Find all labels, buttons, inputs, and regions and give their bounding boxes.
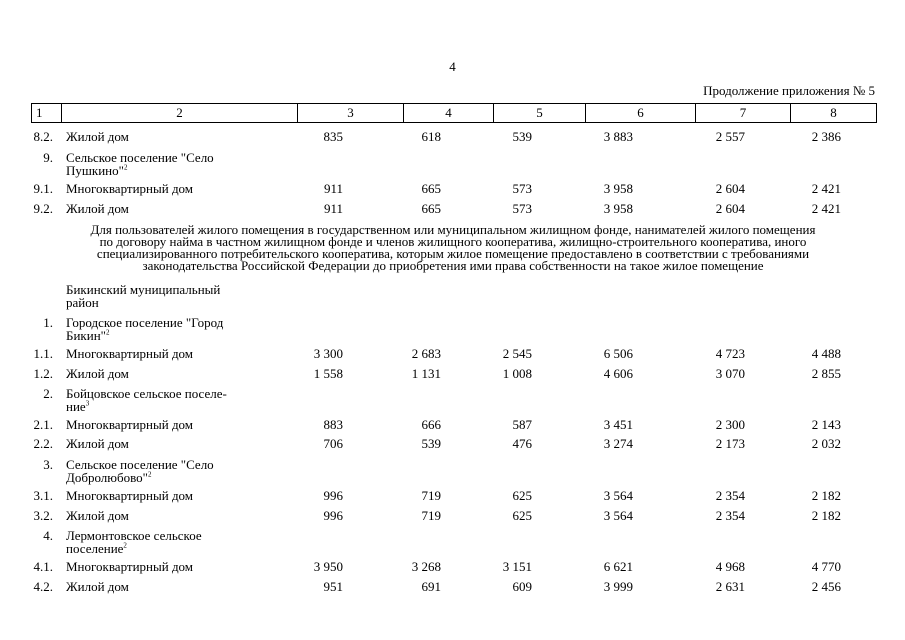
row-value: 2 386 <box>811 129 841 144</box>
footnote-mark: 2 <box>123 163 128 172</box>
row-value: 539 <box>512 129 532 144</box>
row-value: 2 557 <box>715 129 745 144</box>
header-col-1: 1 <box>32 104 62 123</box>
row-label-text: ние <box>66 399 86 414</box>
row-value: 4 770 <box>811 559 841 574</box>
row-value: 2 354 <box>715 508 745 523</box>
row-value: 2 604 <box>715 201 745 216</box>
row-label-line: район <box>66 295 99 310</box>
row-value: 2 182 <box>811 508 841 523</box>
page-number: 4 <box>449 59 456 74</box>
header-row <box>32 104 877 123</box>
row-value: 3 151 <box>502 559 532 574</box>
row-value: 706 <box>323 436 343 451</box>
row-label <box>66 458 214 484</box>
row-value: 719 <box>421 508 441 523</box>
row-value: 3 958 <box>603 201 633 216</box>
row-value: 3 999 <box>603 579 633 594</box>
footnote-mark: 3 <box>85 399 90 408</box>
row-value: 691 <box>421 579 441 594</box>
header-col-4: 4 <box>404 104 494 123</box>
row-value: 2 173 <box>715 436 745 451</box>
row-value: 476 <box>512 436 532 451</box>
row-value: 2 631 <box>715 579 745 594</box>
row-value: 2 354 <box>715 488 745 503</box>
row-label: Многоквартирный дом <box>66 346 194 361</box>
row-label: Жилой дом <box>66 579 129 594</box>
row-code: 2. <box>43 386 53 401</box>
row-code: 3. <box>43 457 53 472</box>
paragraph-line: по договору найма в частном жилищном фонде и членов жилищного кооператива, жилищно-строительного кооператива, иного <box>99 234 807 249</box>
row-label <box>66 387 227 413</box>
row-code: 3.1. <box>33 488 53 503</box>
row-value: 835 <box>323 129 343 144</box>
row-label-line: Сельское поселение "Село <box>66 457 214 472</box>
row-value: 1 558 <box>313 366 343 381</box>
row-code: 1. <box>43 315 53 330</box>
row-value: 665 <box>421 181 441 196</box>
row-code: 9.2. <box>33 201 53 216</box>
row-label-text: Бикин" <box>66 328 106 343</box>
paragraph-line: специализированного потребительского кооператива, которым жилое помещение предоставлено в соответствии с требованиями <box>96 246 810 261</box>
row-label-line: Бикинский муниципальный <box>66 282 221 297</box>
row-value: 3 958 <box>603 181 633 196</box>
row-value: 3 950 <box>313 559 343 574</box>
row-label: Жилой дом <box>66 129 129 144</box>
row-value: 2 421 <box>811 181 841 196</box>
row-label: Жилой дом <box>66 366 129 381</box>
row-value: 2 683 <box>411 346 441 361</box>
row-value: 2 032 <box>811 436 841 451</box>
row-label: Многоквартирный дом <box>66 488 194 503</box>
row-code: 4.1. <box>33 559 53 574</box>
row-label-line: Городское поселение "Город <box>66 315 224 330</box>
header-col-3: 3 <box>298 104 404 123</box>
row-label <box>66 316 223 342</box>
row-value: 2 545 <box>502 346 532 361</box>
row-value: 666 <box>421 417 441 432</box>
row-value: 3 300 <box>313 346 343 361</box>
row-value: 996 <box>323 508 343 523</box>
row-value: 911 <box>323 201 343 216</box>
row-value: 4 723 <box>715 346 745 361</box>
row-label-line <box>66 471 214 484</box>
row-value: 4 606 <box>603 366 633 381</box>
row-value: 4 488 <box>811 346 841 361</box>
row-label <box>66 151 214 177</box>
row-label-line <box>66 400 227 413</box>
header-col-2: 2 <box>62 104 298 123</box>
row-code: 4. <box>43 528 53 543</box>
row-label-line <box>66 329 223 342</box>
footnote-mark: 2 <box>123 541 127 550</box>
header-col-8: 8 <box>791 104 877 123</box>
row-label-text: поселение <box>66 541 124 556</box>
row-code: 9.1. <box>33 181 53 196</box>
row-value: 883 <box>323 417 343 432</box>
row-code: 2.1. <box>33 417 53 432</box>
row-value: 665 <box>421 201 441 216</box>
header-col-6: 6 <box>586 104 696 123</box>
row-value: 4 968 <box>715 559 745 574</box>
row-value: 625 <box>512 508 532 523</box>
paragraph-line: Для пользователей жилого помещения в государственном или муниципальном жилищном фонде, нанимателей жилого помещения <box>90 222 816 237</box>
row-value: 573 <box>512 201 532 216</box>
row-value: 3 564 <box>603 508 633 523</box>
row-label: Жилой дом <box>66 508 129 523</box>
row-value: 719 <box>421 488 441 503</box>
row-value: 6 506 <box>603 346 633 361</box>
row-value: 625 <box>512 488 532 503</box>
row-value: 951 <box>323 579 343 594</box>
row-value: 2 456 <box>811 579 841 594</box>
continuation-title: Продолжение приложения № 5 <box>703 83 875 98</box>
row-label-line <box>66 164 214 177</box>
row-value: 3 070 <box>715 366 745 381</box>
footnote-mark: 2 <box>147 470 152 479</box>
row-value: 3 268 <box>411 559 441 574</box>
footnote-mark: 2 <box>105 328 110 337</box>
row-code: 1.2. <box>33 366 53 381</box>
row-code: 3.2. <box>33 508 53 523</box>
row-label-line: Сельское поселение "Село <box>66 150 214 165</box>
row-label: Многоквартирный дом <box>66 181 194 196</box>
row-label: Жилой дом <box>66 201 129 216</box>
row-label-text: Добролюбово" <box>66 470 148 485</box>
row-value: 2 604 <box>715 181 745 196</box>
row-value: 573 <box>512 181 532 196</box>
row-label-line: Бойцовское сельское поселе- <box>66 386 227 401</box>
row-value: 3 274 <box>603 436 633 451</box>
row-code: 1.1. <box>33 346 53 361</box>
paragraph-line: законодательства Российской Федерации до приобретения ими права собственности на такое жилое помещение <box>142 258 764 273</box>
row-value: 3 883 <box>603 129 633 144</box>
row-value: 2 300 <box>715 417 745 432</box>
row-label: Многоквартирный дом <box>66 417 194 432</box>
row-value: 911 <box>323 181 343 196</box>
row-code: 4.2. <box>33 579 53 594</box>
row-label-text: Пушкино" <box>66 163 124 178</box>
row-code: 9. <box>43 150 53 165</box>
section-paragraph <box>28 224 878 272</box>
row-value: 996 <box>323 488 343 503</box>
header-col-5: 5 <box>494 104 586 123</box>
row-label: Жилой дом <box>66 436 129 451</box>
row-value: 6 621 <box>603 559 633 574</box>
row-value: 2 855 <box>811 366 841 381</box>
row-value: 609 <box>512 579 532 594</box>
row-value: 3 564 <box>603 488 633 503</box>
column-header-table <box>31 103 877 123</box>
row-value: 539 <box>421 436 441 451</box>
row-value: 2 143 <box>811 417 841 432</box>
row-value: 1 008 <box>502 366 532 381</box>
row-value: 1 131 <box>411 366 441 381</box>
row-code: 8.2. <box>33 129 53 144</box>
row-code: 2.2. <box>33 436 53 451</box>
row-label-line: Лермонтовское сельское <box>66 528 202 543</box>
row-value: 2 421 <box>811 201 841 216</box>
row-label <box>66 529 202 555</box>
row-label <box>66 283 220 309</box>
header-col-7: 7 <box>696 104 791 123</box>
row-label-line <box>66 542 202 555</box>
row-value: 2 182 <box>811 488 841 503</box>
row-value: 618 <box>421 129 441 144</box>
row-label: Многоквартирный дом <box>66 559 194 574</box>
row-value: 3 451 <box>603 417 633 432</box>
row-value: 587 <box>512 417 532 432</box>
